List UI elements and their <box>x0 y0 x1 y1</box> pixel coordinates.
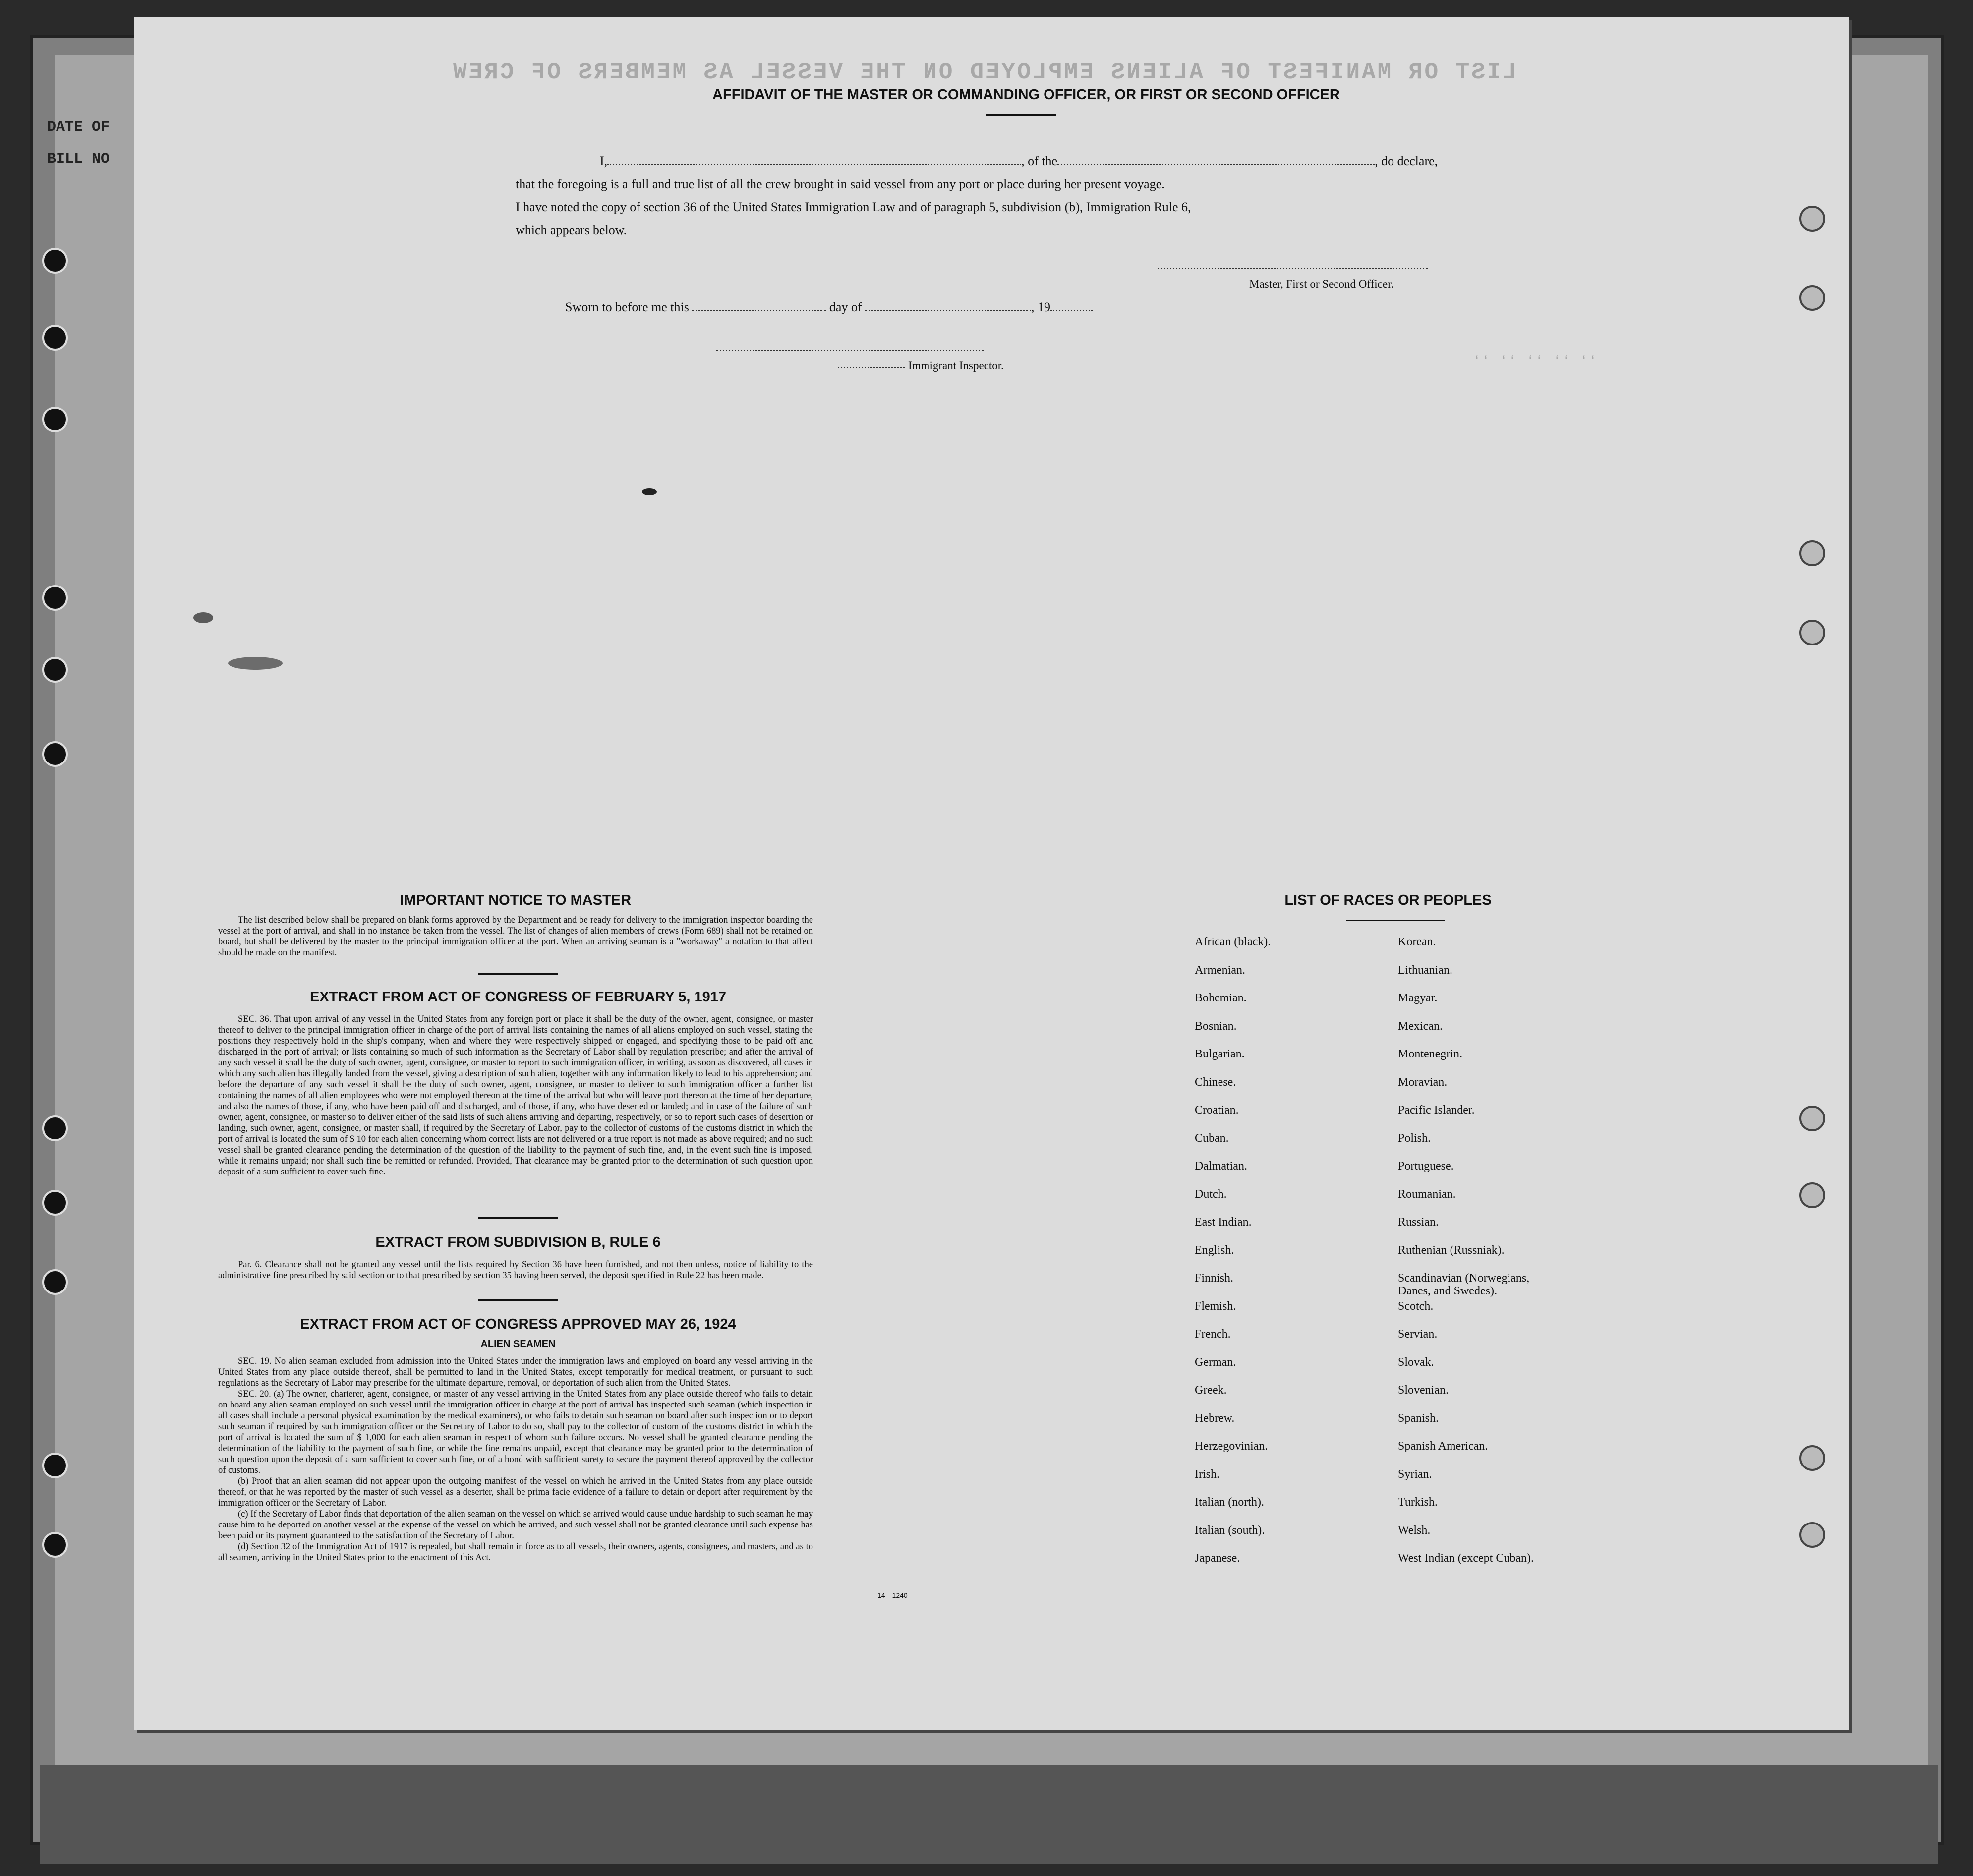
alien-seamen-subtitle: ALIEN SEAMEN <box>480 1339 556 1349</box>
sworn-label: Sworn to before me this <box>565 300 689 314</box>
name-blank[interactable] <box>607 154 1021 165</box>
race-item: Bulgarian. <box>1195 1048 1245 1060</box>
inspector-label: Immigrant Inspector. <box>908 359 1004 372</box>
race-item: Japanese. <box>1195 1552 1240 1565</box>
affidavit-declaration-line <box>570 154 1438 169</box>
affidavit-line2: that the foregoing is a full and true list of all the crew brought in said vessel from any port or place during her present voyage. <box>516 177 1165 191</box>
races-title-rule <box>1346 920 1445 921</box>
race-item: Scandinavian (Norwegians, Danes, and Swedes). <box>1398 1272 1530 1297</box>
affidavit-title-rule <box>986 114 1056 116</box>
race-item: Slovenian. <box>1398 1384 1449 1397</box>
race-item: Ruthenian (Russniak). <box>1398 1243 1505 1257</box>
sworn-month-blank[interactable] <box>865 300 1031 311</box>
binder-hole <box>42 407 68 432</box>
bottom-sheet-edges <box>40 1765 1938 1864</box>
races-right-column <box>1398 936 1547 1580</box>
race-item: Flemish. <box>1195 1299 1236 1313</box>
binder-hole <box>42 325 68 351</box>
section-rule <box>478 1299 558 1301</box>
subdivision-b-body <box>218 1259 813 1281</box>
sec-19-paragraph: SEC. 19. No alien seaman excluded from admission into the United States under the immigration laws and employed on board any vessel arriving in the United States from any place outside thereof, shall be permitted to land in the United States, except temporarily for medical treatment, or pursuant to such regulations as the Secretary of Labor may prescribe for the ultimate departure, removal, or deportation of such alien from the United States. <box>218 1356 813 1388</box>
race-item: Finnish. <box>1195 1272 1234 1285</box>
race-item: German. <box>1195 1355 1236 1369</box>
race-item: Chinese. <box>1195 1075 1236 1089</box>
binder-hole <box>42 1190 68 1216</box>
bleed-through-header: LIST OR MANIFEST OF ALIENS EMPLOYED ON THE VESSEL AS MEMBERS OF CREW <box>451 59 1517 85</box>
punch-hole <box>1799 206 1825 232</box>
notice-body <box>218 915 813 958</box>
races-title: LIST OF RACES OR PEOPLES <box>1284 892 1492 908</box>
manifest-page <box>134 17 1849 1730</box>
inspector-signature-line[interactable] <box>716 350 984 351</box>
race-item: Mexican. <box>1398 1019 1443 1033</box>
back-stamp-line1: DATE OF <box>47 119 110 136</box>
punch-hole <box>1799 1106 1825 1131</box>
section-rule <box>478 1217 558 1219</box>
ink-spot <box>193 612 213 623</box>
sec-20a-paragraph: SEC. 20. (a) The owner, charterer, agent, consignee, or master of any vessel arriving in the United States from any place outside thereof who fails to detain on board any alien seaman employed on such vessel until the immigration officer in charge at the port of arrival has inspected such seaman (which inspection in all cases shall include a personal physical examination by the medical examiners), or who fails to detain such seaman on board after such inspection or to deport such seaman if required by such immigration officer or the Secretary of Labor to do so, shall pay to the collector of custom of the customs district in which the port of arrival is located the sum of $ 1,000 for each alien seaman in respect of whom such failure occurs. No vessel shall be granted clearance pending the determination of the liability to the payment of such fine, or while the fine remains unpaid, except that clearance may be granted prior to the determination of such question upon the deposit of a sum sufficient to cover such fine, or of a bond with sufficient surety to secure the payment thereof approved by the collector of customs. <box>218 1389 813 1475</box>
race-item: Korean. <box>1398 936 1436 948</box>
races-left-column <box>1195 936 1271 1580</box>
vessel-blank[interactable] <box>1057 154 1375 165</box>
race-item: Moravian. <box>1398 1075 1448 1089</box>
race-item: Spanish American. <box>1398 1440 1488 1453</box>
day-of-label: day of <box>829 300 862 314</box>
race-item: Hebrew. <box>1195 1411 1235 1425</box>
section-rule <box>478 973 558 975</box>
punch-hole <box>1799 1182 1825 1208</box>
binder-hole <box>42 657 68 683</box>
race-item: Montenegrin. <box>1398 1048 1462 1060</box>
race-item: Bosnian. <box>1195 1019 1237 1033</box>
do-declare-label: , do declare, <box>1375 154 1438 168</box>
race-item: Croatian. <box>1195 1104 1239 1116</box>
race-item: Scotch. <box>1398 1299 1434 1313</box>
master-signature-line[interactable] <box>1158 268 1428 269</box>
affidavit-title: AFFIDAVIT OF THE MASTER OR COMMANDING OFFICER, OR FIRST OR SECOND OFFICER <box>712 87 1340 103</box>
binder-hole <box>42 585 68 611</box>
ink-spot <box>642 488 657 495</box>
race-item: Spanish. <box>1398 1411 1439 1425</box>
extract-1917-title: EXTRACT FROM ACT OF CONGRESS OF FEBRUARY 5, 1917 <box>309 989 727 1005</box>
bleed-through-mark: ʻʻ ʻʻ ʻʻ ʻʻ ʻʻ <box>1472 354 1598 371</box>
affidavit-line3: I have noted the copy of section 36 of the United States Immigration Law and of paragraph 5, subdivision (b), Immigration Rule 6, <box>516 200 1191 214</box>
race-item: Lithuanian. <box>1398 963 1452 977</box>
subdivision-b-paragraph: Par. 6. Clearance shall not be granted any vessel until the lists required by Section 36 have been furnished, and not then unless, notice of liability to the administrative fine prescribed by said section or to that prescribed by section 35 having been served, the deposit specified in Rule 22 has been made. <box>218 1260 813 1281</box>
race-item: Turkish. <box>1398 1496 1438 1509</box>
race-item: Roumanian. <box>1398 1187 1456 1201</box>
inspector-dotted-lead <box>838 367 905 368</box>
race-item: Dutch. <box>1195 1187 1227 1201</box>
extract-1917-body <box>218 1014 813 1177</box>
binder-hole <box>42 1269 68 1295</box>
sworn-line <box>565 300 1093 315</box>
race-item: Italian (south). <box>1195 1524 1265 1537</box>
race-item: Herzegovinian. <box>1195 1440 1268 1453</box>
race-item: Magyar. <box>1398 992 1438 1004</box>
race-item: Greek. <box>1195 1384 1227 1397</box>
master-label: Master, First or Second Officer. <box>1249 278 1394 290</box>
race-item: French. <box>1195 1328 1231 1341</box>
ink-spot <box>228 657 283 670</box>
extract-1924-body <box>218 1356 813 1563</box>
sworn-day-blank[interactable] <box>692 300 826 311</box>
extract-1917-paragraph: SEC. 36. That upon arrival of any vessel in the United States from any foreign port or place it shall be the duty of the owner, agent, consignee, or master thereof to deliver to the principal immigration officer in charge of the port of arrival lists containing the names of all aliens employed on such vessel, stating the positions they respectively hold in the ship's company, when and where they were respectively shipped or engaged, and specifying those to be paid off and discharged in the port of arrival; or lists containing so much of such information as the Secretary of Labor shall by regulation prescribe; and after the arrival of any such vessel it shall be the duty of such owner, agent, consignee, or master to report to such immigration officer, in writing, as soon as discovered, all cases in which any such alien has illegally landed from the vessel, giving a description of such alien, together with any information likely to lead to his apprehension; and before the departure of any such vessel it shall be the duty of such owner, agent, consignee, or master to deliver to such immigration officer a further list containing the names of all alien employees who were not employed thereon at the time of the arrival but who will leave port thereon at the time of her departure, and also the names of those, if any, who have been paid off and discharged, and of those, if any, who have deserted or landed; and in case of the failure of such owner, agent, consignee, or master so to deliver either of the said lists of such aliens arriving and departing, respectively, or so to report such cases of desertion or landing, such owner, agent, consignee, or master shall, if required by the Secretary of Labor, pay to the collector of customs of the customs district in which the port of arrival is located the sum of $ 10 for each alien concerning whom correct lists are not delivered or a true report is not made as above required; and no such vessel shall be granted clearance pending the determination of the question of the liability to the payment of such fine, and, in the event such fine is imposed, while it remains unpaid; nor shall such fine be remitted or refunded. Provided, That clearance may be granted prior to the determination of such question upon deposit of a sum sufficient to cover such fine. <box>218 1014 813 1177</box>
race-item: Russian. <box>1398 1216 1439 1229</box>
race-item: Armenian. <box>1195 963 1245 977</box>
binder-hole <box>42 1453 68 1478</box>
punch-hole <box>1799 620 1825 645</box>
race-item: Syrian. <box>1398 1467 1432 1481</box>
affidavit-line4: which appears below. <box>516 223 627 237</box>
binder-hole <box>42 741 68 767</box>
race-item: East Indian. <box>1195 1216 1252 1229</box>
sec-20c-paragraph: (c) If the Secretary of Labor finds that deportation of the alien seaman on the vessel on which se arrived would cause undue hardship to such seaman he may cause him to be deported on another vessel at the expense of the vessel on which he arrived, and such vessel shall not be granted clearance until such expense has been paid or its payment guaranteed to the satisfaction of the Secretary of Labor. <box>218 1509 813 1541</box>
binder-hole <box>42 248 68 274</box>
back-stamp-line2: BILL NO <box>47 151 110 168</box>
race-item: Pacific Islander. <box>1398 1104 1475 1116</box>
race-item: Servian. <box>1398 1328 1438 1341</box>
race-item: Portuguese. <box>1398 1160 1454 1172</box>
binder-hole <box>42 1532 68 1558</box>
sworn-year-blank[interactable] <box>1050 300 1093 311</box>
punch-hole <box>1799 540 1825 566</box>
race-item: Welsh. <box>1398 1524 1431 1537</box>
i-label: I, <box>600 154 608 168</box>
back-stamp <box>47 119 131 193</box>
form-number: 14—1240 <box>877 1591 908 1599</box>
race-item: Bohemian. <box>1195 992 1247 1004</box>
race-item: African (black). <box>1195 936 1271 948</box>
race-item: West Indian (except Cuban). <box>1398 1552 1534 1565</box>
binder-hole <box>42 1115 68 1141</box>
extract-1924-title: EXTRACT FROM ACT OF CONGRESS APPROVED MAY 26, 1924 <box>300 1316 736 1332</box>
race-item: English. <box>1195 1243 1234 1257</box>
race-item: Irish. <box>1195 1467 1219 1481</box>
race-item: Cuban. <box>1195 1131 1229 1145</box>
race-item: Slovak. <box>1398 1355 1434 1369</box>
race-item: Dalmatian. <box>1195 1160 1247 1172</box>
race-item: Italian (north). <box>1195 1496 1264 1509</box>
notice-paragraph: The list described below shall be prepared on blank forms approved by the Department and be ready for delivery to the immigration inspector boarding the vessel at the port of arrival, and shall in no instance be taken from the vessel. The list of changes of alien members of crews (Form 689) shall not be retained on board, but shall be delivered by the master to the principal immigration officer at the port. When an arriving seaman is a "workaway" a notation to that affect should be made on the manifest. <box>218 915 813 958</box>
year-label: , 19 <box>1031 300 1051 314</box>
sec-20b-paragraph: (b) Proof that an alien seaman did not appear upon the outgoing manifest of the vessel on which he arrived in the United States from any place outside thereof, or that he was reported by the master of such vessel as a deserter, shall be prima facie evidence of a failure to detain or deport after requirement by the immigration officer or the Secretary of Labor. <box>218 1476 813 1508</box>
race-item: Polish. <box>1398 1131 1431 1145</box>
subdivision-b-title: EXTRACT FROM SUBDIVISION B, RULE 6 <box>375 1234 661 1250</box>
sec-20d-paragraph: (d) Section 32 of the Immigration Act of 1917 is repealed, but shall remain in force as to all vessels, their owners, agents, consignees, and masters, and as to all seamen, arriving in the United States prior to the enactment of this Act. <box>218 1542 813 1563</box>
punch-hole <box>1799 1522 1825 1548</box>
of-the-label: , of the <box>1021 154 1058 168</box>
punch-hole <box>1799 1445 1825 1471</box>
notice-title: IMPORTANT NOTICE TO MASTER <box>400 892 632 908</box>
punch-hole <box>1799 285 1825 311</box>
